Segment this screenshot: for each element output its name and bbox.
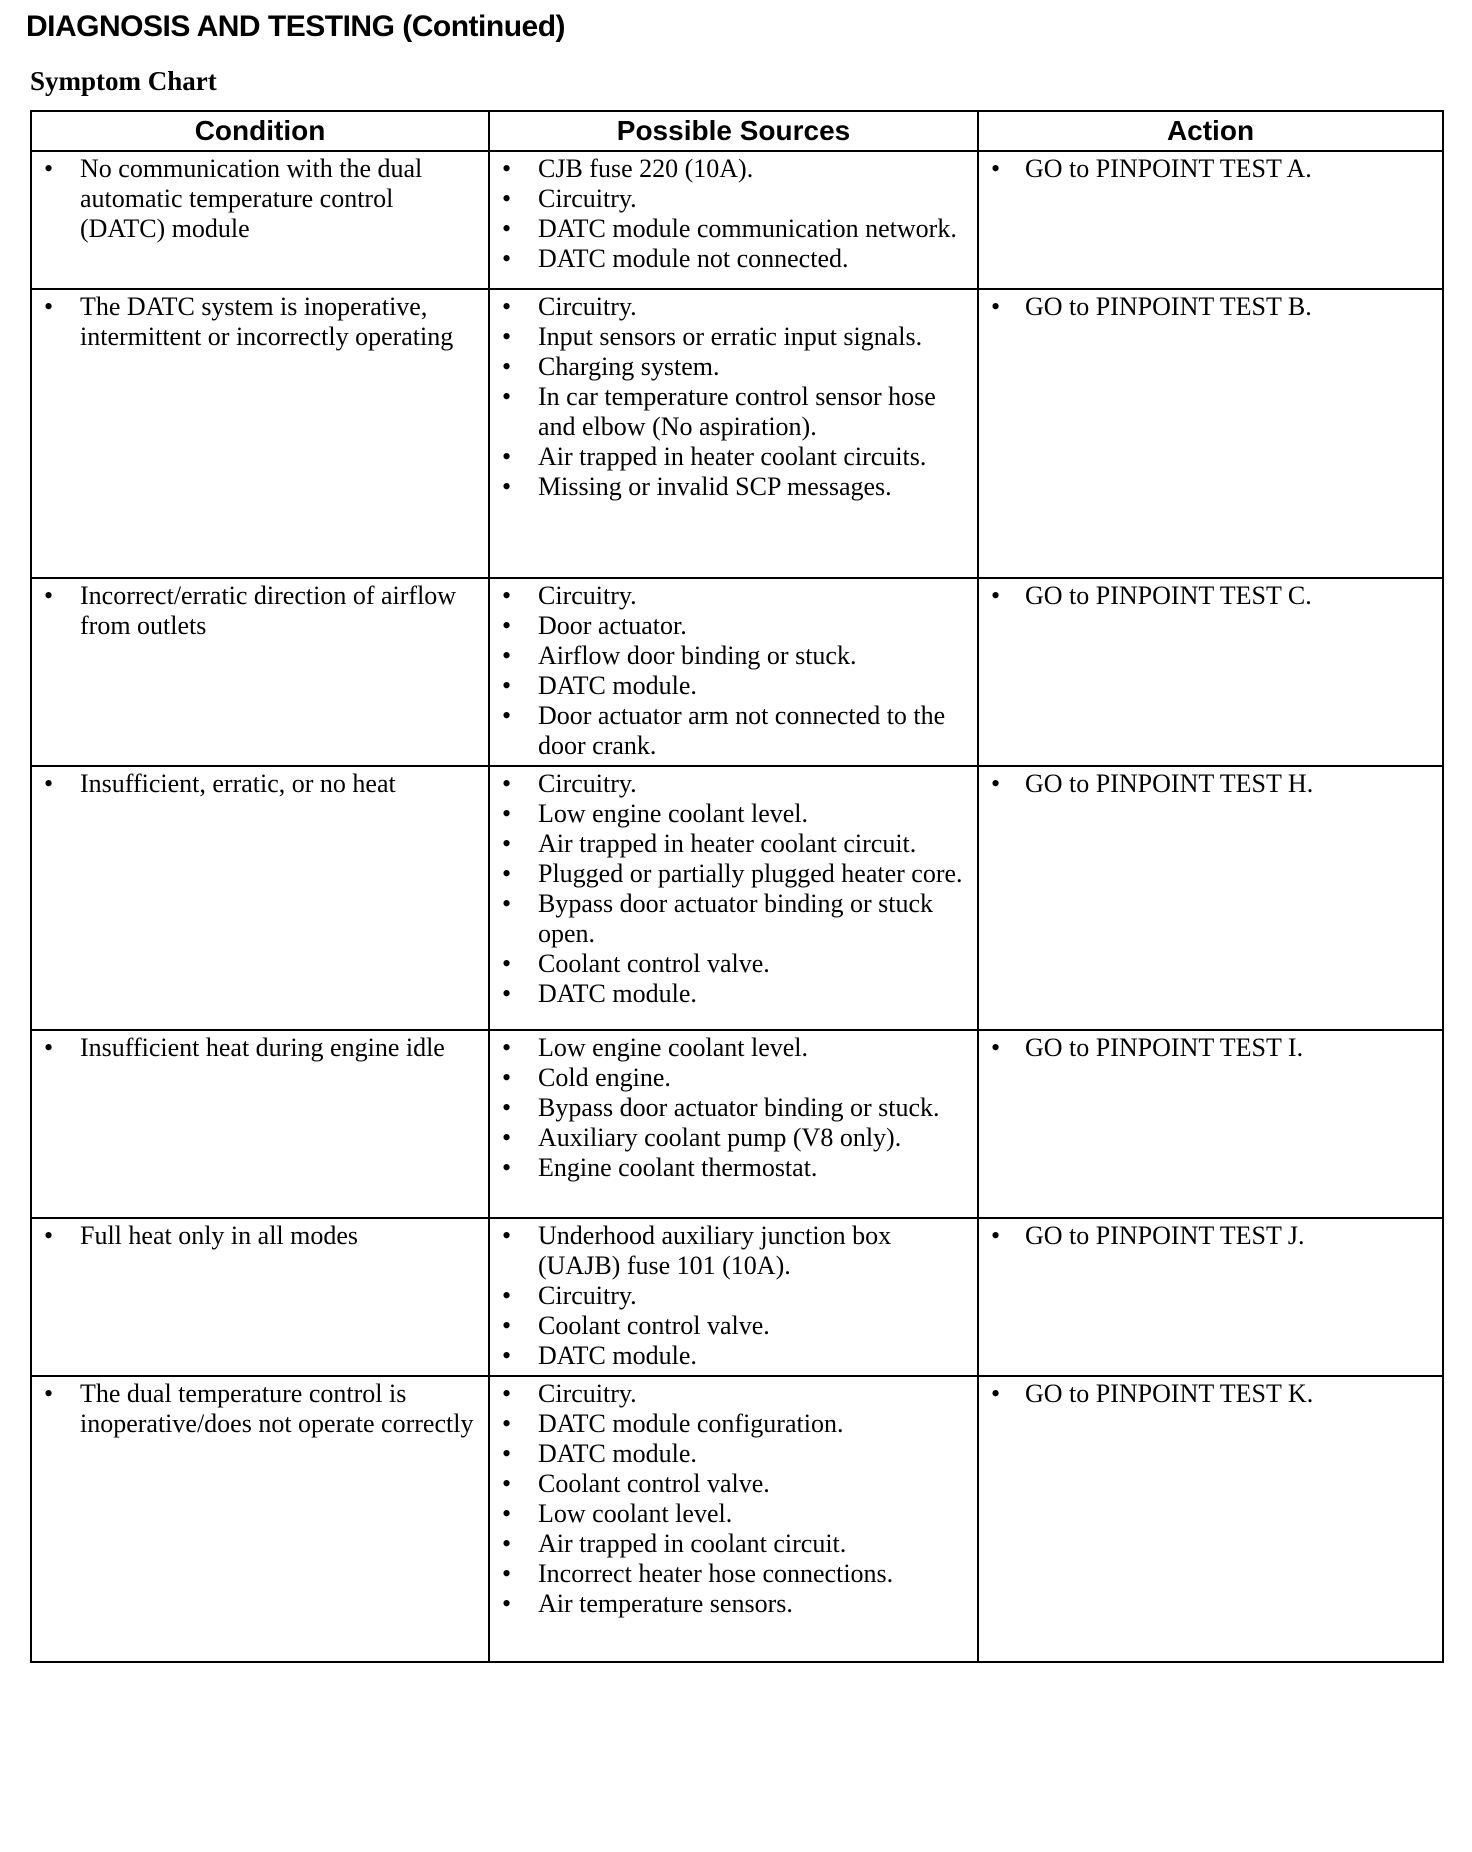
source-item: • Bypass door actuator binding or stuck open.	[496, 889, 971, 949]
condition-text: • Insufficient, erratic, or no heat	[38, 769, 482, 799]
column-header-possible-sources: Possible Sources	[489, 111, 978, 151]
source-item: • DATC module configuration.	[496, 1409, 971, 1439]
action-text: • GO to PINPOINT TEST J.	[985, 1221, 1436, 1251]
source-item: • Circuitry.	[496, 769, 971, 799]
source-item: • Plugged or partially plugged heater core.	[496, 859, 971, 889]
source-item: • Input sensors or erratic input signals.	[496, 322, 971, 352]
source-item: • Missing or invalid SCP messages.	[496, 472, 971, 502]
action-cell	[978, 1376, 1443, 1662]
table-row	[31, 766, 1443, 1030]
table-row	[31, 151, 1443, 289]
source-item: • Door actuator arm not connected to the door crank.	[496, 701, 971, 761]
table-row	[31, 1030, 1443, 1218]
condition-text: • Full heat only in all modes	[38, 1221, 482, 1251]
source-item: • CJB fuse 220 (10A).	[496, 154, 971, 184]
table-row	[31, 1218, 1443, 1376]
table-row	[31, 578, 1443, 766]
source-item: • Air temperature sensors.	[496, 1589, 971, 1619]
source-item: • Circuitry.	[496, 292, 971, 322]
sources-cell	[489, 289, 978, 578]
condition-text: • The DATC system is inoperative, intermittent or incorrectly operating	[38, 292, 482, 352]
source-item: • In car temperature control sensor hose and elbow (No aspiration).	[496, 382, 971, 442]
sources-cell	[489, 1376, 978, 1662]
page-title: DIAGNOSIS AND TESTING (Continued)	[26, 10, 566, 43]
condition-text: • Incorrect/erratic direction of airflow from outlets	[38, 581, 482, 641]
source-item: • Door actuator.	[496, 611, 971, 641]
chart-subtitle: Symptom Chart	[30, 66, 217, 96]
action-text: • GO to PINPOINT TEST B.	[985, 292, 1436, 322]
condition-cell	[31, 289, 489, 578]
source-item: • DATC module.	[496, 1341, 971, 1371]
sources-cell	[489, 766, 978, 1030]
condition-cell	[31, 151, 489, 289]
header-row	[31, 111, 1443, 151]
source-item: • DATC module.	[496, 671, 971, 701]
action-text: • GO to PINPOINT TEST H.	[985, 769, 1436, 799]
source-item: • Coolant control valve.	[496, 1311, 971, 1341]
source-item: • Low engine coolant level.	[496, 1033, 971, 1063]
sources-cell	[489, 578, 978, 766]
action-text: • GO to PINPOINT TEST C.	[985, 581, 1436, 611]
condition-cell	[31, 1030, 489, 1218]
source-item: • DATC module.	[496, 1439, 971, 1469]
action-cell	[978, 1218, 1443, 1376]
action-cell	[978, 289, 1443, 578]
condition-cell	[31, 1218, 489, 1376]
action-cell	[978, 578, 1443, 766]
source-item: • DATC module communication network.	[496, 214, 971, 244]
condition-text: • Insufficient heat during engine idle	[38, 1033, 482, 1063]
action-text: • GO to PINPOINT TEST A.	[985, 154, 1436, 184]
source-item: • Bypass door actuator binding or stuck.	[496, 1093, 971, 1123]
source-item: • Circuitry.	[496, 184, 971, 214]
action-cell	[978, 151, 1443, 289]
column-header-action: Action	[978, 111, 1443, 151]
source-item: • DATC module not connected.	[496, 244, 971, 274]
action-cell	[978, 1030, 1443, 1218]
source-item: • Airflow door binding or stuck.	[496, 641, 971, 671]
source-item: • Coolant control valve.	[496, 949, 971, 979]
source-item: • Circuitry.	[496, 1379, 971, 1409]
source-item: • Air trapped in heater coolant circuits.	[496, 442, 971, 472]
source-item: • Low engine coolant level.	[496, 799, 971, 829]
sources-cell	[489, 151, 978, 289]
source-item: • Engine coolant thermostat.	[496, 1153, 971, 1183]
column-header-condition: Condition	[31, 111, 489, 151]
condition-cell	[31, 1376, 489, 1662]
source-item: • Charging system.	[496, 352, 971, 382]
source-item: • Auxiliary coolant pump (V8 only).	[496, 1123, 971, 1153]
source-item: • Low coolant level.	[496, 1499, 971, 1529]
sources-cell	[489, 1030, 978, 1218]
table-row	[31, 1376, 1443, 1662]
source-item: • Circuitry.	[496, 581, 971, 611]
source-item: • Incorrect heater hose connections.	[496, 1559, 971, 1589]
symptom-chart-table	[30, 110, 1444, 1663]
action-text: • GO to PINPOINT TEST K.	[985, 1379, 1436, 1409]
source-item: • Underhood auxiliary junction box (UAJB) fuse 101 (10A).	[496, 1221, 971, 1281]
action-text: • GO to PINPOINT TEST I.	[985, 1033, 1436, 1063]
source-item: • Cold engine.	[496, 1063, 971, 1093]
action-cell	[978, 766, 1443, 1030]
condition-text: • No communication with the dual automatic temperature control (DATC) module	[38, 154, 482, 244]
condition-cell	[31, 766, 489, 1030]
source-item: • Air trapped in coolant circuit.	[496, 1529, 971, 1559]
table-row	[31, 289, 1443, 578]
source-item: • Air trapped in heater coolant circuit.	[496, 829, 971, 859]
source-item: • Coolant control valve.	[496, 1469, 971, 1499]
condition-text: • The dual temperature control is inoperative/does not operate correctly	[38, 1379, 482, 1439]
source-item: • Circuitry.	[496, 1281, 971, 1311]
source-item: • DATC module.	[496, 979, 971, 1009]
sources-cell	[489, 1218, 978, 1376]
condition-cell	[31, 578, 489, 766]
